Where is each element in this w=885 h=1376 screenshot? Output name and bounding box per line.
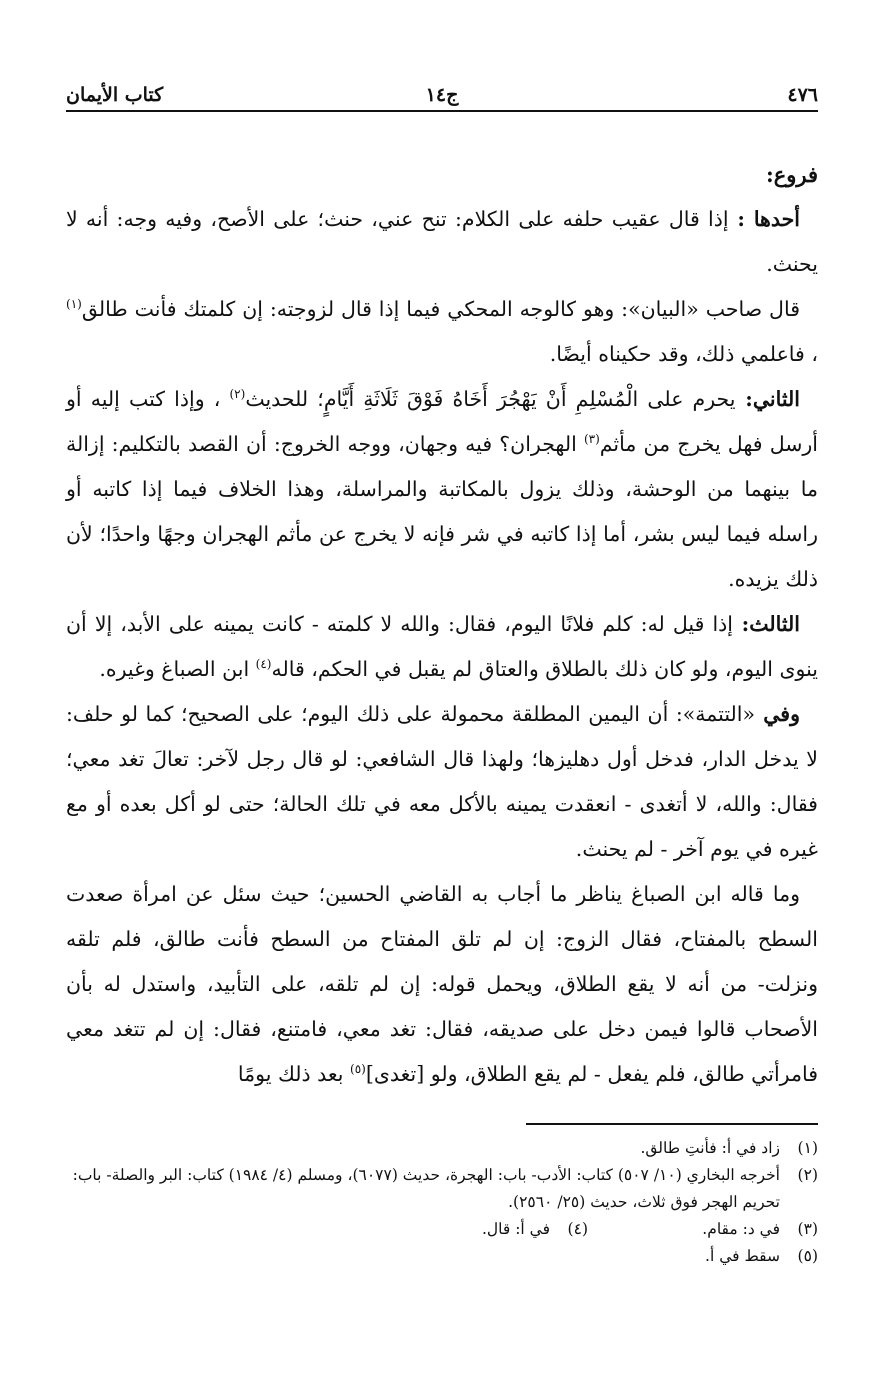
footnote-number: (١) xyxy=(797,1139,818,1157)
footnote-ref[interactable]: (٤) xyxy=(255,657,272,672)
footnote-3 xyxy=(588,1216,818,1243)
paragraph-bayan xyxy=(66,287,818,377)
paragraph-text: ، فاعلمي ذلك، وقد حكيناه أيضًا. xyxy=(549,342,818,366)
paragraph-text: ، وإذا كتب إليه أو أرسل فهل يخرج من مأثم xyxy=(66,387,818,456)
footnote-text: زاد في أ: فأنتِ طالق. xyxy=(640,1139,780,1157)
book-title: كتاب الأيمان xyxy=(66,84,164,106)
paragraph-text: ابن الصباغ وغيره. xyxy=(99,657,256,681)
footnote-ref[interactable]: (٥) xyxy=(350,1062,366,1077)
main-text xyxy=(66,152,818,1097)
section-heading: فروع: xyxy=(765,162,818,187)
running-header xyxy=(66,70,818,106)
footnote-1 xyxy=(66,1135,818,1162)
footnote-number: (٥) xyxy=(797,1247,818,1265)
footnote-5 xyxy=(66,1243,818,1270)
footnote-4 xyxy=(358,1216,588,1243)
footnotes xyxy=(66,1135,818,1270)
book-page xyxy=(66,70,818,1270)
paragraph-lead: الثالث: xyxy=(732,612,800,636)
footnote-number: (٤) xyxy=(567,1220,588,1238)
footnote-text: أخرجه البخاري (١٠/ ٥٠٧) كتاب: الأدب- باب: الهجرة، حديث (٦٠٧٧)، ومسلم (٤/ ١٩٨٤) كتاب: البر والصلة- باب: تحريم الهجر فوق ثلاث، حديث (٢٥/ ٢٥٦٠). xyxy=(72,1166,780,1211)
paragraph-text: قال صاحب «البيان»: وهو كالوجه المحكي فيما إذا قال لزوجته: إن كلمتك فأنت طالق xyxy=(81,297,800,321)
paragraph-text: يحرم على الْمُسْلِمِ أَنْ يَهْجُرَ أَخَاهُ فَوْقَ ثَلَاثَةِ أَيَّامٍ؛ للحديث xyxy=(245,387,736,411)
paragraph-third xyxy=(66,602,818,692)
footnote-rule xyxy=(526,1123,818,1125)
footnote-2 xyxy=(66,1162,818,1216)
footnote-ref[interactable]: (٣) xyxy=(583,432,600,447)
paragraph-tatimma xyxy=(66,692,818,872)
paragraph-text: الهجران؟ فيه وجهان، ووجه الخروج: أن القصد بالتكليم: إزالة ما بينهما من الوحشة، وذلك يزول بالمكاتبة والمراسلة، وهذا الخلاف فيما إذا كاتبه أو راسله فيما ليس بشر، أما إذا كاتبه في شر فإنه لا يخرج عن مأثم الهجران وجهًا واحدًا؛ لأن ذلك يزيده. xyxy=(66,432,818,591)
footnote-number: (٢) xyxy=(797,1166,818,1184)
paragraph-text: بعد ذلك يومًا xyxy=(237,1062,350,1086)
footnote-text: في د: مقام. xyxy=(702,1220,780,1238)
paragraph-lead: أحدها : xyxy=(728,207,800,231)
paragraph-text: إذا قال عقيب حلفه على الكلام: تنح عني، حنث؛ على الأصح، وفيه وجه: أنه لا يحنث. xyxy=(66,207,818,276)
header-rule xyxy=(66,110,818,112)
footnote-row xyxy=(66,1216,818,1243)
footnote-number: (٣) xyxy=(797,1220,818,1238)
page-number: ٤٧٦ xyxy=(787,84,818,106)
footnote-text: سقط في أ. xyxy=(705,1247,780,1265)
paragraph-second xyxy=(66,377,818,602)
paragraph-ibn-sabbagh xyxy=(66,872,818,1097)
paragraph-first xyxy=(66,197,818,287)
paragraph-text: «التتمة»: أن اليمين المطلقة محمولة على ذلك اليوم؛ على الصحيح؛ كما لو حلف: لا يدخل الدار، فدخل أول دهليزها؛ ولهذا قال الشافعي: لو قال رجل لآخر: تعالَ تغد معي؛ فقال: والله، لا أتغدى - انعقدت يمينه بالأكل معه في تلك الحالة؛ حتى لو أكل بعده أو مع غيره في يوم آخر - لم يحنث. xyxy=(66,702,818,861)
footnote-text: في أ: قال. xyxy=(481,1220,550,1238)
paragraph-text: إذا قيل له: كلم فلانًا اليوم، فقال: والله لا كلمته - كانت يمينه على الأبد، إلا أن ينوى اليوم، ولو كان ذلك بالطلاق والعتاق لم يقبل في الحكم، قاله xyxy=(66,612,818,681)
paragraph-text: وما قاله ابن الصباغ يناظر ما أجاب به القاضي الحسين؛ حيث سئل عن امرأة صعدت السطح بالمفتاح، فقال الزوج: إن لم تلق المفتاح من السطح فأنت طالق، فلم تلقه ونزلت- من أنه لا يقع الطلاق، ويحمل قوله: إن لم تلقه، على التأبيد، واستدل له بأن الأصحاب قالوا فيمن دخل على صديقه، فقال: تغد معي، فامتنع، فقال: إن لم تتغد معي فامرأتي طالق، فلم يفعل - لم يقع الطلاق، ولو [تغدى] xyxy=(66,882,818,1086)
footnote-ref[interactable]: (٢) xyxy=(229,387,246,402)
volume-label: ج١٤ xyxy=(425,84,459,106)
paragraph-lead: وفي xyxy=(755,702,800,726)
footnote-ref[interactable]: (١) xyxy=(66,297,82,312)
paragraph-lead: الثاني: xyxy=(735,387,800,411)
